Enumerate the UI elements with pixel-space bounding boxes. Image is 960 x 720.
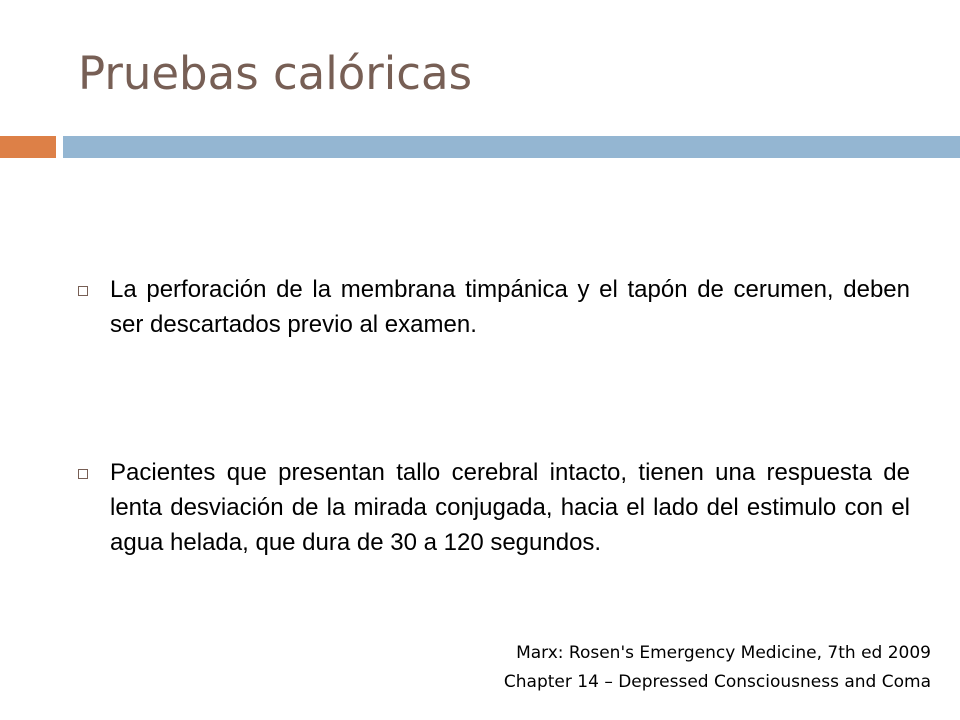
citation-line-1: Marx: Rosen's Emergency Medicine, 7th ed 2009 [516, 643, 931, 663]
bullet-text: Pacientes que presentan tallo cerebral intacto, tienen una respuesta de lenta desviación de la mirada conjugada, hacia el lado del estimulo con el agua helada, que dura de 30 a 120 segundos. [110, 459, 910, 556]
bullet-text: La perforación de la membrana timpánica y el tapón de cerumen, deben ser descartados previo al examen. [110, 276, 910, 338]
hollow-square-icon [78, 469, 88, 479]
citation [311, 639, 931, 697]
slide-title: Pruebas calóricas [78, 47, 473, 100]
bullet-item [78, 272, 910, 342]
bullet-item [78, 455, 910, 560]
citation-line-2: Chapter 14 – Depressed Consciousness and Coma [503, 672, 931, 692]
hollow-square-icon [78, 286, 88, 296]
title-accent-bar-blue [63, 136, 960, 158]
title-accent-bar-orange [0, 136, 56, 158]
bullet-list [78, 272, 910, 560]
